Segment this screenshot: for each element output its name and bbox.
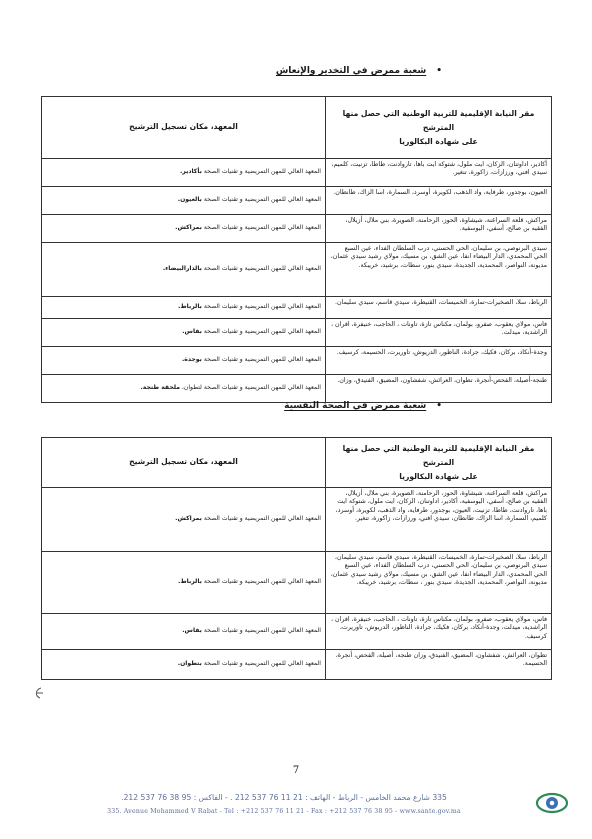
region-cell: العيون، بوجدور، طرفاية، واد الذهب، لكويرة، أوسرد، السمارة، اسا الزاك، طانطان. [326, 187, 552, 215]
header-region-line2: على شهادة البكالوريا [399, 471, 478, 481]
section1-table [41, 96, 552, 403]
region-cell: أكادير، اداوتنان، الزكان، ايت ملول، شتوكة ايت باها، تاروادنت، طاطا، تزنيت، كلميم، سيدي افني، ورزازات، زاكورة، تنغير. [326, 159, 552, 187]
table-row [42, 614, 552, 650]
table-row [42, 243, 552, 297]
table-row [42, 319, 552, 347]
region-cell: الرباط، سلا، الصخيرات-تمارة، الخميسات، القنيطرة، سيدي قاسم، سيدي سليمان. [326, 297, 552, 319]
table-header-row [42, 438, 552, 488]
bullet-icon: • [436, 66, 442, 76]
table-row [42, 159, 552, 187]
table-row [42, 215, 552, 243]
table-row [42, 552, 552, 614]
institute-city: بالرباط. [178, 303, 202, 311]
section1-heading [276, 66, 442, 76]
table-row [42, 375, 552, 403]
institute-name: المعهد العالي للمهن التمريضية و تقنيات الصحة [201, 328, 321, 336]
institute-cell [42, 243, 326, 297]
region-cell: مراكش، قلعة السراغنة، شيشاوة، الحوز، الرحامنة، الصويرة، بني ملال، أزيلال، الفقيه بن صالح، أسفي، اليوسفية. [326, 215, 552, 243]
institute-city: بأكادير. [179, 168, 202, 176]
institute-cell [42, 159, 326, 187]
institute-name: المعهد العالي للمهن التمريضية و تقنيات الصحة لتطوان، [179, 384, 321, 392]
header-cell-institute: المعهد، مكان تسجيل الترشيح [42, 97, 326, 159]
section2-title: شعبة ممرض في الصحة النفسية [284, 401, 427, 411]
section2-table [41, 437, 552, 680]
region-cell: وجدة-أنكاد، بركان، فكيك، جرادة، الناظور، الدريوش، تاوريرت، الحسيمة، كرسيف. [326, 347, 552, 375]
header-cell-institute: المعهد، مكان تسجيل الترشيح [42, 438, 326, 488]
institute-cell [42, 297, 326, 319]
institute-cell [42, 319, 326, 347]
section2-heading [284, 401, 442, 411]
institute-city: بالدارالبيضاء. [162, 265, 202, 273]
institute-cell [42, 187, 326, 215]
institute-name: المعهد العالي للمهن التمريضية و تقنيات الصحة [201, 303, 321, 311]
footer-address-latin: 335. Avenue Mohammed V Rabat - Tel : +212 537 76 11 21 - Fax : +212 537 76 38 95 - www.sante.gov.ma [107, 808, 461, 815]
region-cell: سيدي البرنوصي، بن سليمان، الحي الحسني، درب السلطان الفداء، عين السبع الحي المحمدي، الدار البيضاء انفا، عين الشق، بن مسيك، مولاي رشيد سيدي عثمان، مديونة، النواصر، المحمدية، الجديدة، سيدي بنور، سطات، برشيد، خريبكة. [326, 243, 552, 297]
institute-name: المعهد العالي للمهن التمريضية و تقنيات الصحة [201, 196, 321, 204]
institute-city: بوجدة. [181, 356, 202, 364]
institute-name: المعهد العالي للمهن التمريضية و تقنيات الصحة [201, 356, 321, 364]
section1-title: شعبة ممرض في التخدير والإنعاش [275, 66, 427, 76]
table-row [42, 347, 552, 375]
institute-city: بفاس. [182, 627, 202, 635]
institute-city: بمراكش. [175, 515, 202, 523]
table-row [42, 187, 552, 215]
region-cell: فاس، مولاي يعقوب، صفرو، بولمان، مكناس تازة، تاونات ، الحاجب، خنيفرة، افران ، الراشدية، ميدلت. [326, 319, 552, 347]
region-cell: الرباط، سلا، الصخيرات-تمارة، الخميسات، القنيطرة، سيدي قاسم، سيدي سليمان، سيدي البرنوصي، بن سليمان، الحي الحسني، درب السلطان الفداء، عين السبع الحي المحمدي، الدار البيضاء انفا، عين الشق، بن مسيك، مولاي رشيد سيدي عثمان، مديونة، النواصر، المحمدية، الجديدة، سيدي بنور ، سطات، برشيد، خريبكة. [326, 552, 552, 614]
institute-name: المعهد العالي للمهن التمريضية و تقنيات الصحة [201, 265, 321, 273]
institute-name: المعهد العالي للمهن التمريضية و تقنيات الصحة [201, 578, 321, 586]
header-cell-region [326, 438, 552, 488]
header-cell-region [326, 97, 552, 159]
footer-address-arabic: 335 شارع محمد الخامس - الرباط - الهاتف : 21 11 76 537 212 . - الفاكس : 95 38 76 537 212. [121, 793, 447, 802]
region-cell: طنجة-أصيلة، الفحص-أنجرة، تطوان، العرائش، شفشاون، المضيق، الفنيدق، وزان. [326, 375, 552, 403]
institute-city: بمراكش. [175, 224, 202, 232]
bullet-icon: • [436, 401, 442, 411]
table-row [42, 488, 552, 552]
institute-name: المعهد العالي للمهن التمريضية و تقنيات الصحة [201, 168, 321, 176]
ministry-logo-icon [534, 790, 570, 816]
institute-cell [42, 375, 326, 403]
margin-mark-icon [32, 686, 46, 700]
institute-cell [42, 650, 326, 680]
institute-cell [42, 347, 326, 375]
header-region-line2: على شهادة البكالوريا [399, 136, 478, 146]
header-region-line1: مقر النيابة الإقليمية للتربية الوطنية التي حصل منها المترشح [342, 443, 535, 467]
page-number: 7 [292, 765, 300, 776]
institute-cell [42, 614, 326, 650]
institute-city: بتطوان. [177, 660, 202, 668]
institute-name: المعهد العالي للمهن التمريضية و تقنيات الصحة [201, 660, 321, 668]
table-row [42, 650, 552, 680]
header-region-line1: مقر النيابة الإقليمية للتربية الوطنية التي حصل منها المترشح [342, 108, 535, 132]
region-cell: مراكش، قلعة السراغنة، شيشاوة، الحوز، الرحامنة، الصويرة، بني ملال، أزيلال، الفقيه بن صالح، أسفي، اليوسفية، أكادير، اداوتنان، الزكان، ايت ملول، شتوكة ايت باها، تاروادنت، طاطا، تزنيت، العيون، بوجدور، طرفاية، واد الذهب، لكويرة، أوسرد، كلميم، السمارة، اسا الزاك، طانطان، سيدي افني، ورزازات، زاكورة، تنغير. [326, 488, 552, 552]
region-cell: فاس، مولاي يعقوب، صفرو، بولمان، مكناس تازة، تاونات ، الحاجب، خنيفرة، افران ، الراشدية، ميدلت، وجدة-أنكاد، بركان، فكيك، جرادة، الناظور، الدريوش، تاوريرت، كرسيف. [326, 614, 552, 650]
institute-city: بالعيون. [177, 196, 202, 204]
institute-name: المعهد العالي للمهن التمريضية و تقنيات الصحة [201, 224, 321, 232]
institute-city: بالرباط. [178, 578, 202, 586]
institute-city: بفاس. [182, 328, 202, 336]
institute-cell [42, 215, 326, 243]
region-cell: تطوان، العرائش، شفشاون، المضيق، الفنيدق، وزان طنجة، أصيلة، الفحص، أنجرة، الحسيمة. [326, 650, 552, 680]
institute-cell [42, 552, 326, 614]
institute-city: ملحقة طنجة. [140, 384, 180, 392]
table-header-row [42, 97, 552, 159]
institute-name: المعهد العالي للمهن التمريضية و تقنيات الصحة [201, 515, 321, 523]
table-row [42, 297, 552, 319]
institute-name: المعهد العالي للمهن التمريضية و تقنيات الصحة [201, 627, 321, 635]
institute-cell [42, 488, 326, 552]
